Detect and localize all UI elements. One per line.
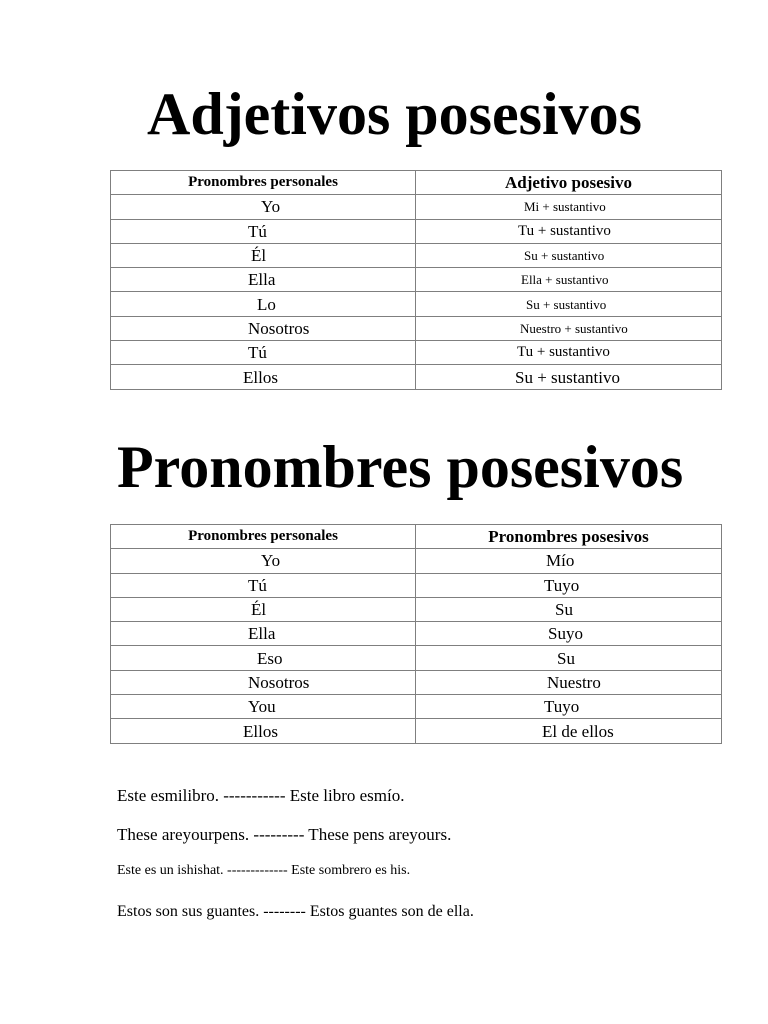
table-cell: Su [416,597,722,621]
table-cell: Eso [111,646,416,670]
table-row [111,622,722,646]
table-cell: Él [111,597,416,621]
table-row [111,365,722,389]
table-row [111,195,722,219]
table-row [111,646,722,670]
table-cell: Yo [111,549,416,573]
example-sentence: These areyourpens. --------- These pens areyours. [117,825,452,844]
table-row [111,719,722,743]
table-cell: Tu + sustantivo [416,341,722,365]
table-cell: Mío [416,549,722,573]
table-row [111,670,722,694]
table-cell: Nosotros [111,316,416,340]
table-cell: Su [416,646,722,670]
table-cell: Tuyo [416,573,722,597]
column-header: Pronombres personales [111,525,416,549]
table-cell: Su + sustantivo [416,243,722,267]
title-pronombres-posesivos: Pronombres posesivos [117,434,684,500]
table-cell: Ella [111,268,416,292]
example-sentence: Este esmilibro. ----------- Este libro esmío. [117,786,405,805]
table-cell: Nuestro + sustantivo [416,316,722,340]
table-cell: Tu + sustantivo [416,219,722,243]
table-row [111,219,722,243]
table-row [111,695,722,719]
title-adjetivos-posesivos: Adjetivos posesivos [147,81,643,147]
table-header-row [111,171,722,195]
table-cell: El de ellos [416,719,722,743]
table-cell: Nuestro [416,670,722,694]
table-row [111,243,722,267]
table-row [111,597,722,621]
table-header-row [111,525,722,549]
column-header: Pronombres personales [111,171,416,195]
column-header: Pronombres posesivos [416,525,722,549]
table-cell: Él [111,243,416,267]
table-row [111,549,722,573]
table-row [111,316,722,340]
table-cell: Lo [111,292,416,316]
table-cell: Su + sustantivo [416,365,722,389]
table-row [111,292,722,316]
table-row [111,341,722,365]
table-cell: Ella + sustantivo [416,268,722,292]
table-cell: Tú [111,341,416,365]
table-cell: Su + sustantivo [416,292,722,316]
table-cell: Tú [111,573,416,597]
table-cell: Ella [111,622,416,646]
example-sentence: Estos son sus guantes. -------- Estos guantes son de ella. [117,903,474,920]
table-cell: Tuyo [416,695,722,719]
table-cell: Ellos [111,365,416,389]
table-cell: Mi + sustantivo [416,195,722,219]
table-cell: You [111,695,416,719]
table-cell: Nosotros [111,670,416,694]
table-cell: Suyo [416,622,722,646]
table-row [111,268,722,292]
pronombres-posesivos-table [110,524,722,744]
example-sentence: Este es un ishishat. ------------- Este sombrero es his. [117,863,411,878]
table-cell: Ellos [111,719,416,743]
table-cell: Yo [111,195,416,219]
table-row [111,573,722,597]
table-cell: Tú [111,219,416,243]
column-header: Adjetivo posesivo [416,171,722,195]
adjetivos-posesivos-table [110,170,722,390]
